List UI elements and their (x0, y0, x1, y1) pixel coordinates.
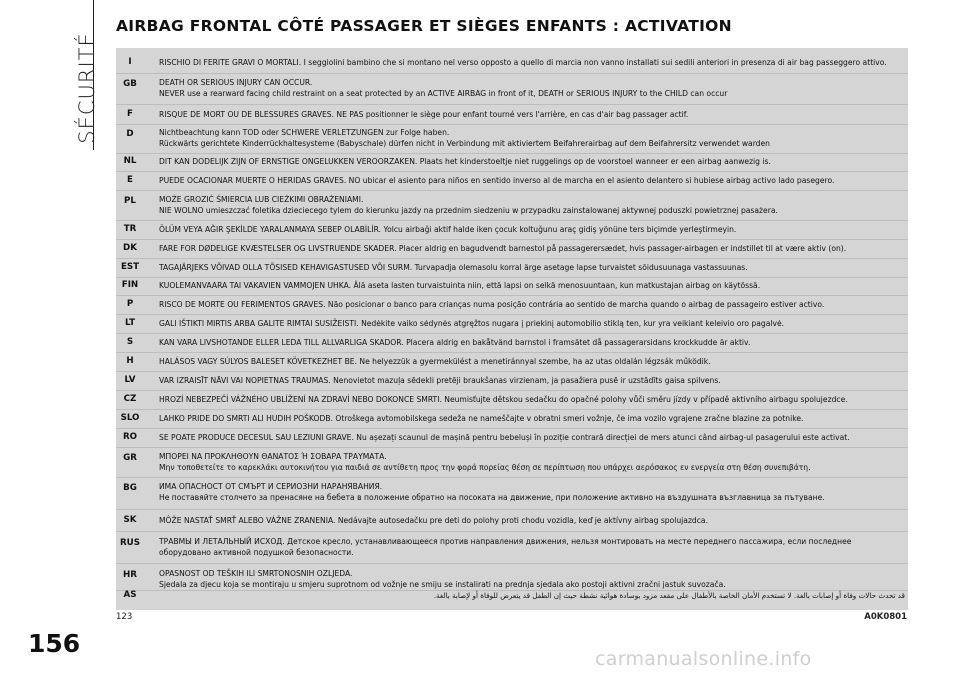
warning-text: HROZÍ NEBEZPEČÍ VÁŽNÉHO UBLÍŽENÍ NA ZDRAVÍ NEBO DOKONCE SMRTI. Neumisťujte dětskou sedačku do opačné polohy vůči směru jízdy v případě aktivního airbagu spolujezdce. (159, 395, 848, 404)
footer-code: 123 (116, 612, 133, 622)
row-separator (116, 563, 908, 564)
row-separator (116, 428, 908, 429)
warning-text: KUOLEMANVAARA TAI VAKAVIEN VAMMOJEN UHKA. Älä aseta lasten turvaistuinta niin, että lapsi on selkä menosuuntaan, kun matkustajan airbag on käytössä. (159, 281, 761, 290)
language-code: HR (123, 570, 137, 580)
language-code: NL (123, 156, 137, 166)
warning-row (116, 375, 908, 386)
warning-text: Не поставяйте столчето за пренасяне на бебета в положение обратно на посоката на движение, при положение активно на въздушната възглавница за пътуване. (159, 493, 825, 502)
warning-row (116, 280, 908, 291)
warning-row (116, 536, 908, 558)
row-separator (116, 277, 908, 278)
warning-text: Rückwärts gerichtete Kinderrückhaltesysteme (Babyschale) dürfen nicht in Verbindung mit aktiviertem Beifahrerairbag auf dem Beifahrersitz verwendet warden (159, 139, 770, 148)
warning-row (116, 57, 908, 68)
row-separator (116, 352, 908, 353)
row-separator (116, 314, 908, 315)
row-separator (116, 409, 908, 410)
section-label: SÉCURITÉ (75, 32, 99, 144)
row-separator (116, 477, 908, 478)
language-code: PL (124, 196, 136, 206)
warning-text: Nichtbeachtung kann TOD oder SCHWERE VERLETZUNGEN zur Folge haben. (159, 128, 450, 137)
language-code: RO (122, 432, 138, 442)
footer-reference: A0K0801 (864, 612, 907, 622)
language-code: E (127, 175, 133, 185)
row-separator (116, 239, 908, 240)
warning-text: ΜΠΟΡΕΙ ΝΑ ΠΡΟΚΛΗΘΟΥΝ ΘΑΝΑΤΟΣ Ή ΣΟΒΑΡΑ ΤΡΑΥΜΑΤΑ. (159, 452, 387, 461)
warning-row (116, 356, 908, 367)
warning-row (116, 156, 908, 167)
warning-row (116, 299, 908, 310)
warning-text: MÔŽE NASTAŤ SMRŤ ALEBO VÁŽNE ZRANENIA. Nedávajte autosedačku pre deti do polohy proti chodu vozidla, keď je aktívny airbag spolujazdca. (159, 516, 708, 525)
warning-text: RISCO DE MORTE OU FERIMENTOS GRAVES. Não posicionar o banco para crianças numa posição contrária ao sentido de marcha quando o airbag de passageiro estiver activo. (159, 300, 825, 309)
warning-row (116, 243, 908, 254)
warning-row (116, 262, 908, 273)
language-code: P (126, 299, 134, 309)
warning-row (116, 318, 908, 329)
language-code: TR (123, 224, 137, 234)
warning-text: RISCHIO DI FERITE GRAVI O MORTALI. I seggiolini bambino che si montano nel verso opposto a quello di marcia non vanno installati sui sedili anteriori in presenza di air bag passeggero attivo. (159, 58, 887, 67)
warning-text: DEATH OR SERIOUS INJURY CAN OCCUR. (159, 78, 313, 87)
warning-row (116, 413, 908, 424)
row-separator (116, 509, 908, 510)
warning-text: MOŻE GROZIĆ ŚMIERCIA LUB CIEŻKIMI OBRAŻENIAMI. (159, 195, 364, 204)
row-separator (116, 295, 908, 296)
warning-row (116, 394, 908, 405)
warning-text: SE POATE PRODUCE DECESUL SAU LEZIUNI GRAVE. Nu așezați scaunul de mașină pentru bebeluși în poziție contrară direcției de mers atunci când airbag-ul pasagerului este activat. (159, 433, 850, 442)
warning-text: RISQUE DE MORT OU DE BLESSURES GRAVES. NE PAS positionner le siège pour enfant tourné vers l'arrière, en cas d'air bag passager actif. (159, 110, 689, 119)
warning-text: ИМА ОПАСНОСТ ОТ СМЪРТ И СЕРИОЗНИ НАРАНЯВАНИЯ. (159, 482, 383, 491)
warning-text: VAR IZRAISĪT NĀVI VAI NOPIETNAS TRAUMAS. Nenovietot mazuļa sēdekli pretēji braukšanas virzienam, ja pasažiera pusē ir uzstādīts gaisa spilvens. (159, 376, 721, 385)
warning-row (116, 481, 908, 503)
row-separator (116, 371, 908, 372)
warning-text: TAGAJÄRJEKS VÕIVAD OLLA TÕSISED KEHAVIGASTUSED VÕI SURM. Turvapadja olemasolu korral ärge asetage lapse turvaistet sõidusuunaga vastassuunas. (159, 263, 748, 272)
warning-row (116, 175, 908, 186)
warning-row (116, 194, 908, 216)
warning-row (116, 432, 908, 443)
language-code: GB (123, 79, 137, 89)
language-code: BG (123, 483, 137, 493)
language-code: DK (123, 243, 137, 253)
warning-row (116, 109, 908, 120)
language-code: AS (123, 590, 137, 600)
language-code: SK (123, 515, 137, 525)
row-separator (116, 390, 908, 391)
language-code: CZ (123, 394, 137, 404)
section-tab (63, 0, 102, 180)
language-code: F (127, 109, 133, 119)
warning-row (116, 77, 908, 99)
warning-row (116, 224, 908, 235)
watermark: carmanualsonline.info (595, 648, 812, 670)
warning-row (116, 337, 908, 348)
warning-text: Sjedala za djecu koja se montiraju u smjeru suprotnom od vožnje ne smiju se instalirati na prednja sjedala ako postoji aktivni zračni jastuk suvozača. (159, 580, 726, 589)
warning-text: HALÁSOS VAGY SÚLYOS BALESET KÖVETKEZHET BE. Ne helyezzük a gyermekülést a menetiránnyal szembe, ha az utas oldalán légzsák működik. (159, 357, 711, 366)
language-code: EST (120, 262, 140, 272)
warning-text: ÖLÜM VEYA AĞIR ŞEKİLDE YARALANMAYA SEBEP OLABİLİR. Yolcu airbaği aktif halde iken çocuk koltuğunu araç gidiş yönüne ters biçimde yerleştirmeyin. (159, 225, 737, 234)
language-code: H (126, 356, 134, 366)
warning-text: оборудовано активной подушкой безопасности. (159, 548, 354, 557)
row-separator (116, 73, 908, 74)
row-separator (116, 190, 908, 191)
warning-row (116, 515, 908, 526)
warning-text: FARE FOR DØDELIGE KVÆSTELSER OG LIVSTRUENDE SKADER. Placer aldrig en bagudvendt barnestol på passagerersædet, hvis passager-airbagen er indstillet til at være aktiv (on). (159, 244, 847, 253)
language-code: S (126, 337, 134, 347)
warning-text: LAHKO PRIDE DO SMRTI ALI HUDIH POŠKODB. Otroškega avtomobilskega sedeža ne nameščajte v obratni smeri vožnje, če ima vozilo vgrajene zračne blazine za potnike. (159, 414, 804, 423)
warning-text: NEVER use a rearward facing child restraint on a seat protected by an ACTIVE AIRBAG in front of it, DEATH or SERIOUS INJURY to the CHILD can occur (159, 89, 728, 98)
warning-row (116, 451, 908, 473)
language-code: SLO (120, 413, 140, 423)
warning-text: قد تحدث حالات وفاة أو إصابات بالغة. لا تستخدم الأمان الخاصة بالأطفال على مقعد مزود بوسادة هوائية نشطة حيث إن الطفل قد يتعرض للوفاة أو لإصابة بالغة. (433, 591, 905, 600)
warning-text: OPASNOST OD TEŠKIH ILI SMRTONOSNIH OZLJEDA. (159, 569, 353, 578)
page-number: 156 (28, 629, 81, 658)
row-separator (116, 447, 908, 448)
row-separator (116, 104, 908, 105)
warning-text: NIE WOLNO umieszczać foletika dzieciecego tylem do kierunku jazdy na przednim siedzeniu w przypadku zainstalowanej aktywnej poduszki powietrznej pasażera. (159, 206, 778, 215)
language-code: I (128, 57, 132, 67)
warning-text: KAN VARA LIVSHOTANDE ELLER LEDA TILL ALLVARLIGA SKADOR. Placera aldrig en bakåtvänd barnstol i framsätet då passagerarsidans krockkudde är aktiv. (159, 338, 751, 347)
language-code: D (126, 129, 134, 139)
language-code: LV (124, 375, 136, 385)
warning-text: ТРАВМЫ И ЛЕТАЛЬНЫЙ ИСХОД. Детское кресло, устанавливающееся против направления движения, нельзя монтировать на месте переднего пассажира, если последнее (159, 537, 852, 546)
language-code: FIN (121, 280, 139, 290)
row-separator (116, 220, 908, 221)
page-title: AIRBAG FRONTAL CÔTÉ PASSAGER ET SIÈGES ENFANTS : ACTIVATION (116, 17, 732, 35)
warning-table (116, 48, 908, 610)
language-code: LT (124, 318, 136, 328)
warning-row (116, 568, 908, 590)
warning-text: PUEDE OCACIONAR MUERTE O HERIDAS GRAVES. NO ubicar el asiento para niños en sentido inverso al de marcha en el asiento delantero si hubiese airbag activo lado pasegero. (159, 176, 835, 185)
warning-row (116, 590, 908, 601)
row-separator (116, 153, 908, 154)
row-separator (116, 258, 908, 259)
row-separator (116, 124, 908, 125)
warning-text: Μην τοποθετείτε το καρεκλάκι αυτοκινήτου για παιδιά σε αντίθετη προς την φορά πορείας θέση σε περίπτωση που υπάρχει αερόσακος εν ενεργεία στη θέση συνεπιβάτη. (159, 463, 811, 472)
language-code: RUS (119, 538, 140, 548)
row-separator (116, 531, 908, 532)
warning-text: GALI IŠTIKTI MIRTIS ARBA GALITE RIMTAI SUSIŽEISTI. Nedėkite vaiko sėdynės atgręžtos nugara į priekinį automobilio stiklą ten, kur yra veikiant keleivio oro pagalvė. (159, 319, 785, 328)
warning-row (116, 127, 908, 149)
warning-text: DIT KAN DODELIJK ZIJN OF ERNSTIGE ONGELUKKEN VEROORZAKEN. Plaats het kinderstoeltje niet ruggelings op de voorstoel wanneer er een airbag aanwezig is. (159, 157, 771, 166)
row-separator (116, 333, 908, 334)
row-separator (116, 171, 908, 172)
language-code: GR (123, 453, 137, 463)
